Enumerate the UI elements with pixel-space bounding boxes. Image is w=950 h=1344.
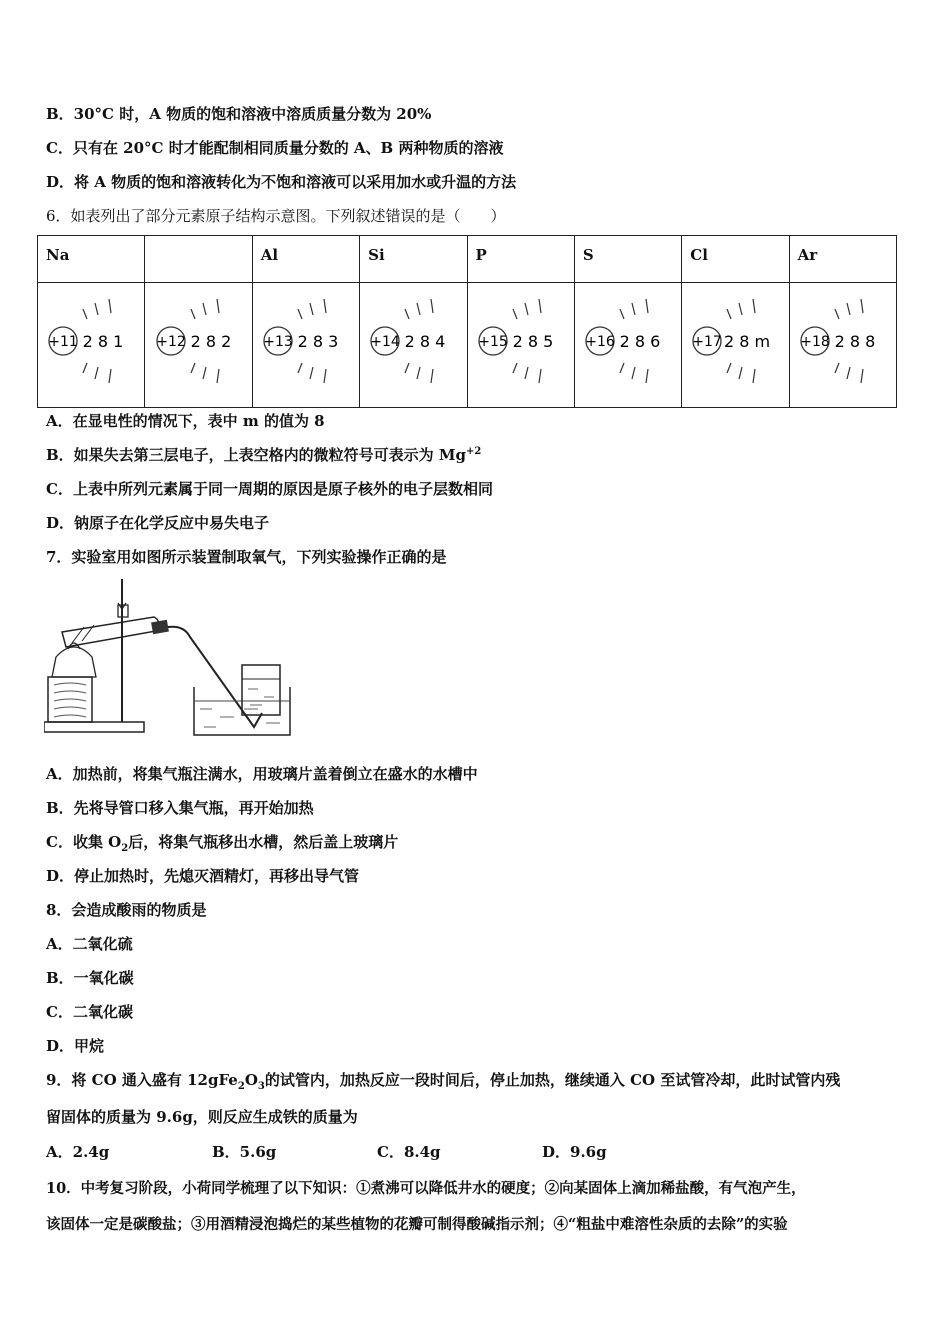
q9-option-a: A．2.4g: [46, 1143, 110, 1161]
atom-structure-diagram: [365, 291, 461, 391]
element-symbol: Si: [360, 236, 467, 283]
element-symbol: S: [574, 236, 681, 283]
q5-option-b: B．30°C 时，A 物质的饱和溶液中溶质质量分数为 20%: [46, 105, 432, 123]
electron-shells: 2 8 8: [834, 332, 876, 351]
q7-option-c-pre: C．收集 O: [46, 833, 122, 851]
q9-option-d: D．9.6g: [542, 1143, 607, 1161]
atom-structure-diagram: [473, 291, 569, 391]
q7-option-c-post: 后，将集气瓶移出水槽，然后盖上玻璃片: [128, 833, 399, 851]
q9-option-b: B．5.6g: [212, 1143, 277, 1161]
q7-option-d: D．停止加热时，先熄灭酒精灯，再移出导气管: [46, 867, 360, 885]
q8-stem: 8．会造成酸雨的物质是: [46, 901, 207, 919]
q5-option-c: C．只有在 20°C 时才能配制相同质量分数的 A、B 两种物质的溶液: [46, 139, 504, 157]
element-symbol: P: [467, 236, 574, 283]
element-symbol: Ar: [789, 236, 896, 283]
oxygen-apparatus-diagram: [44, 577, 304, 737]
q7-option-c-sub: 2: [121, 843, 129, 854]
atom-diagram-cell: [360, 283, 467, 408]
nucleus-charge: +12: [155, 334, 186, 350]
nucleus-charge: +14: [370, 334, 401, 350]
q5-option-d: D．将 A 物质的饱和溶液转化为不饱和溶液可以采用加水或升温的方法: [46, 173, 517, 191]
q9-stem-mid: O: [244, 1071, 258, 1089]
q9-option-c: C．8.4g: [377, 1143, 441, 1161]
nucleus-charge: +13: [263, 334, 293, 350]
atom-diagram-cell: [145, 283, 252, 408]
q9-stem-pre: 9．将 CO 通入盛有 12gFe: [46, 1071, 238, 1089]
nucleus-charge: +18: [800, 334, 830, 350]
electron-shells: 2 8 1: [82, 332, 124, 351]
element-symbol: Al: [252, 236, 359, 283]
atom-diagram-cell: [252, 283, 359, 408]
q10-line1: 10．中考复习阶段，小荷同学梳理了以下知识：①煮沸可以降低井水的硬度；②向某固体上滴加稀盐酸，有气泡产生，: [46, 1180, 806, 1197]
electron-shells: 2 8 3: [297, 332, 339, 351]
atom-structure-diagram: [795, 291, 891, 391]
q9-stem-line1: [46, 1069, 840, 1092]
q9-stem-post: 的试管内，加热反应一段时间后，停止加热，继续通入 CO 至试管冷却，此时试管内残: [264, 1071, 841, 1089]
element-symbol: Na: [38, 236, 145, 283]
q6-option-d: D．钠原子在化学反应中易失电子: [46, 514, 270, 532]
nucleus-charge: +15: [477, 334, 508, 350]
atom-structure-diagram: [151, 291, 247, 391]
q8-option-c: C．二氧化碳: [46, 1003, 133, 1021]
q9-sub-fe: 2: [237, 1081, 245, 1092]
q6-option-b: [46, 444, 481, 465]
q6-stem: 6．如表列出了部分元素原子结构示意图。下列叙述错误的是（ ）: [46, 207, 506, 225]
atom-diagram-cell: [467, 283, 574, 408]
atom-diagram-cell: [682, 283, 789, 408]
q7-option-a: A．加热前，将集气瓶注满水，用玻璃片盖着倒立在盛水的水槽中: [46, 765, 478, 783]
q9-sub-o: 3: [257, 1081, 265, 1092]
electron-shells: 2 8 6: [619, 332, 661, 351]
atom-structure-diagram: [43, 291, 139, 391]
electron-shells: 2 8 2: [190, 332, 231, 351]
element-symbol: Cl: [682, 236, 789, 283]
q6-option-b-text: B．如果失去第三层电子，上表空格内的微粒符号可表示为 Mg: [46, 446, 466, 464]
q6-option-a: A．在显电性的情况下，表中 m 的值为 8: [46, 412, 325, 430]
nucleus-charge: +17: [692, 334, 723, 350]
q6-option-c: C．上表中所列元素属于同一周期的原因是原子核外的电子层数相同: [46, 480, 493, 498]
q7-option-b: B．先将导管口移入集气瓶，再开始加热: [46, 799, 314, 817]
atom-structure-diagram: [687, 291, 783, 391]
electron-shells: 2 8 m: [724, 332, 771, 351]
nucleus-charge: +11: [48, 334, 78, 350]
q8-option-b: B．一氧化碳: [46, 969, 134, 987]
electron-shells: 2 8 5: [512, 332, 554, 351]
atom-diagram-cell: [574, 283, 681, 408]
electron-shells: 2 8 4: [404, 332, 446, 351]
q8-option-d: D．甲烷: [46, 1037, 105, 1055]
element-structure-table: [37, 235, 897, 408]
q9-stem-line2: 留固体的质量为 9.6g，则反应生成铁的质量为: [46, 1108, 358, 1126]
q6-option-b-charge: +2: [466, 446, 482, 457]
atom-diagram-cell: [789, 283, 896, 408]
atom-structure-diagram: [580, 291, 676, 391]
q10-line2: 该固体一定是碳酸盐；③用酒精浸泡捣烂的某些植物的花瓣可制得酸碱指示剂；④“粗盐中难溶性杂质的去除”的实验: [46, 1216, 788, 1233]
q7-option-c: [46, 831, 398, 854]
q7-stem: 7．实验室用如图所示装置制取氧气，下列实验操作正确的是: [46, 548, 447, 566]
element-symbol-blank: [145, 236, 252, 283]
nucleus-charge: +16: [585, 334, 615, 350]
q8-option-a: A．二氧化硫: [46, 935, 133, 953]
atom-diagram-cell: [38, 283, 145, 408]
atom-structure-diagram: [258, 291, 354, 391]
